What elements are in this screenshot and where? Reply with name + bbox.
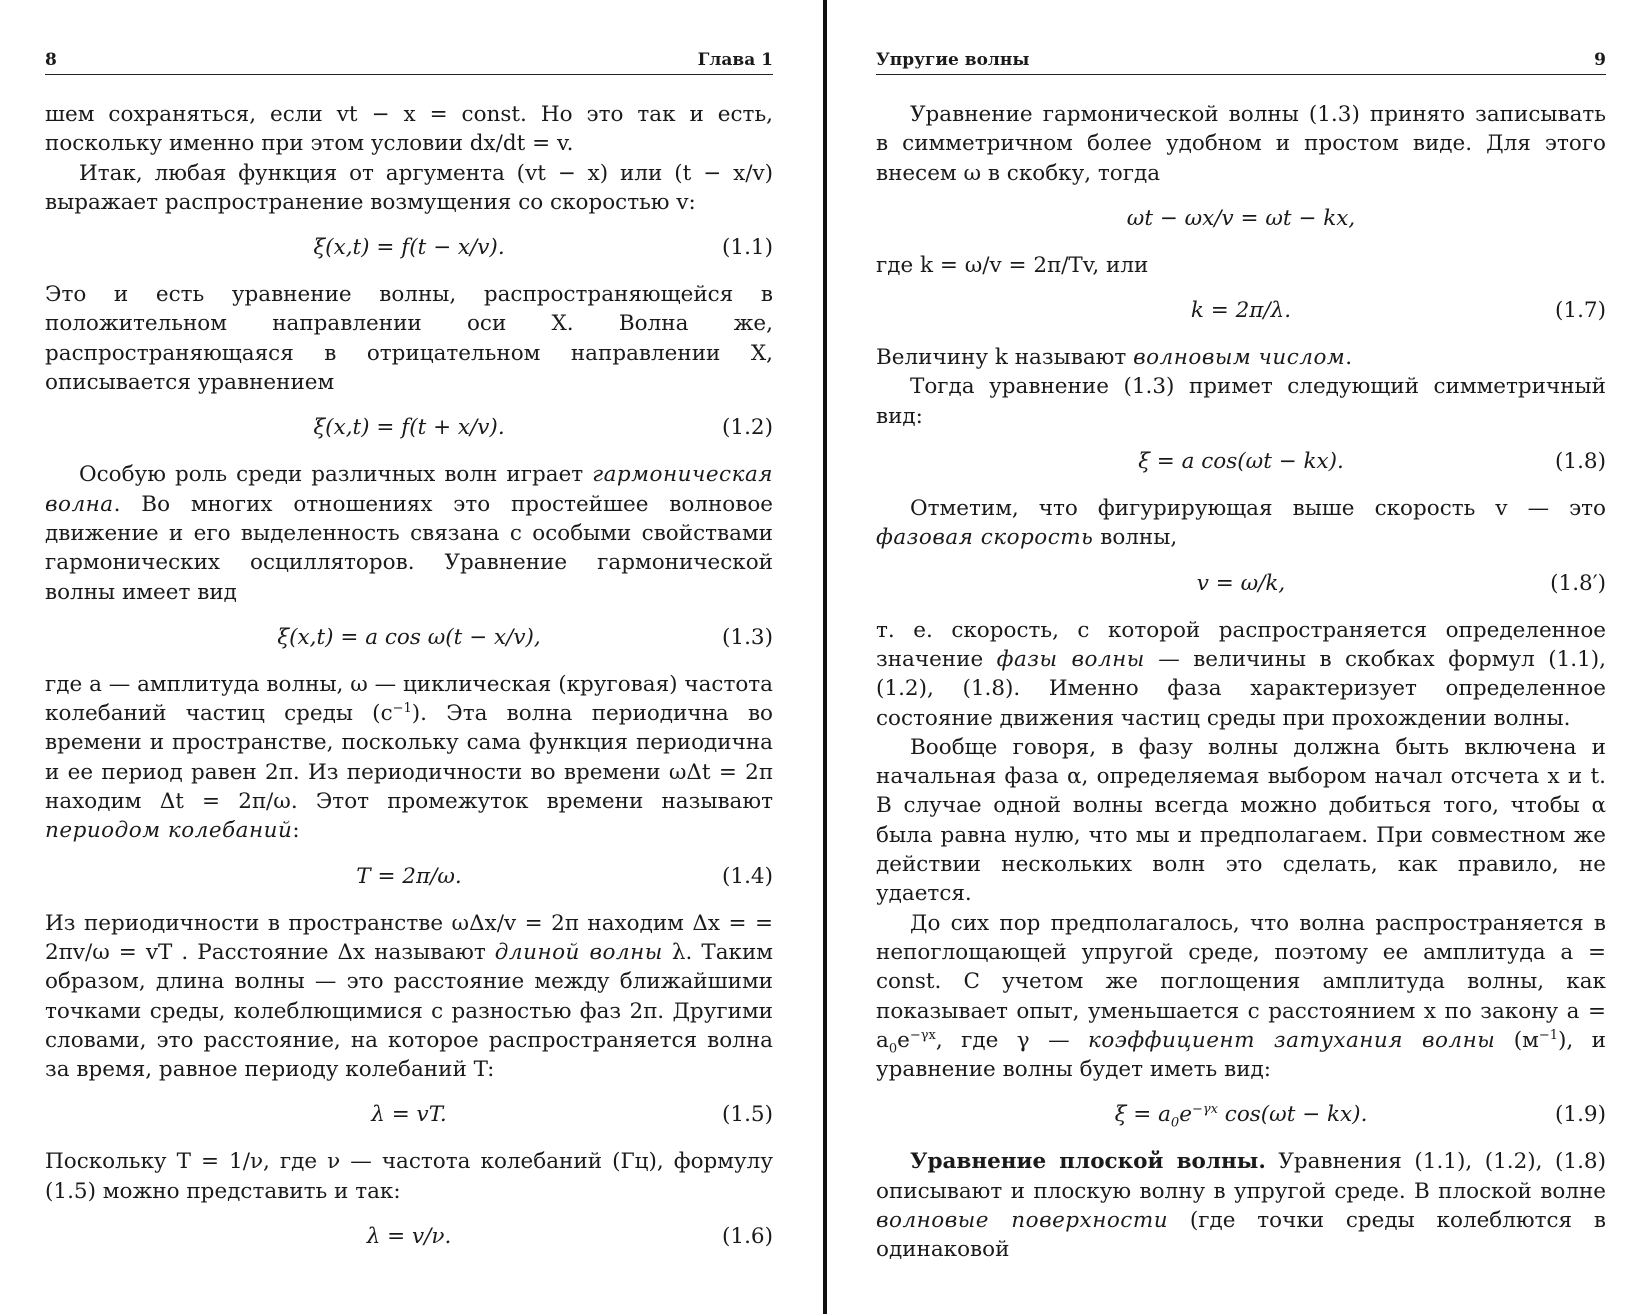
paragraph: Величину k называют волновым числом. xyxy=(876,345,1353,371)
equation-formula: $\xi = a_0e^{-\gamma x}$ cos(ωt − kx). xyxy=(1114,1102,1368,1131)
equation-number: (1.1) xyxy=(722,235,773,261)
paragraph: Уравнение гармонической волны (1.3) принято записывать в симметричном более удобном и простом виде. Для этого внесем ω в скобку, тогда xyxy=(876,102,1606,186)
right-page xyxy=(876,0,1606,1314)
equation-number: (1.3) xyxy=(722,624,773,650)
equation-formula: λ = vT. xyxy=(371,1102,447,1128)
paragraph: шем сохраняться, если vt − x = const. Но это так и есть, поскольку именно при этом условии dx/dt = v. xyxy=(45,102,773,157)
term: волновым числом xyxy=(1133,345,1346,371)
term: гармоническая волна xyxy=(45,462,773,517)
equation-number: (1.5) xyxy=(722,1102,773,1128)
equation xyxy=(45,861,773,892)
equation-formula: ξ(x,t) = f(t + x/v). xyxy=(313,415,505,441)
paragraph: Особую роль среди различных волн играет гармоническая волна. Во многих отношениях это простейшее волновое движение и его выделенность связана с особыми свойствами гармонических осцилляторов. Уравнение гармонической волны имеет вид xyxy=(45,462,773,605)
equation-formula: v = ω/k, xyxy=(1196,570,1286,596)
left-page-header xyxy=(45,48,773,75)
paragraph: Уравнение плоской волны. Уравнения (1.1), (1.2), (1.8) описывают и плоскую волну в упругой среде. В плоской волне волновые поверхности (где точки среды колеблются в одинаковой xyxy=(876,1149,1607,1263)
equation xyxy=(45,232,773,263)
equation xyxy=(45,1099,773,1130)
paragraph: Тогда уравнение (1.3) примет следующий симметричный вид: xyxy=(876,374,1606,429)
equation xyxy=(876,446,1606,477)
term: коэффициент затухания волны xyxy=(1088,1027,1496,1053)
right-page-header xyxy=(876,48,1606,75)
equation-number: (1.8) xyxy=(1555,449,1606,475)
term: длиной волны xyxy=(494,939,663,965)
paragraph: т. е. скорость, с которой распространяется определенное значение фазы волны — величины в скобках формул (1.1), (1.2), (1.8). Именно фаза характеризует определенное состояние движения частиц среды при прохождении волны. xyxy=(876,617,1607,731)
section-heading: Уравнение плоской волны. xyxy=(910,1149,1266,1175)
paragraph: Итак, любая функция от аргумента (vt − x) или (t − x/v) выражает распространение возмущения со скоростью v: xyxy=(45,160,773,215)
running-head: Глава 1 xyxy=(697,50,773,70)
equation-formula: T = 2π/ω. xyxy=(356,863,462,889)
paragraph: Вообще говоря, в фазу волны должна быть включена и начальная фаза α, определяемая выбором начал отсчета x и t. В случае одной волны всегда можно добиться того, чтобы α была равна нулю, что мы и предполагаем. При совместном же действии нескольких волн это сделать, как правило, не удается. xyxy=(876,734,1606,907)
paragraph: До сих пор предполагалось, что волна распространяется в непоглощающей упругой среде, поэтому ее амплитуда a = const. С учетом же поглощения амплитуда волны, как показывает опыт, уменьшается с расстоянием x по закону $a = a_0e^{-\gamma x}$, где γ — коэффициент затухания волны $(м^{-1})$, и уравнение волны будет иметь вид: xyxy=(876,910,1607,1083)
equation-formula: ξ(x,t) = f(t − x/v). xyxy=(313,235,505,261)
equation-formula: k = 2π/λ. xyxy=(1190,298,1292,324)
term: фазовая скорость xyxy=(876,525,1094,551)
equation xyxy=(876,295,1606,326)
equation-formula: λ = v/ν. xyxy=(366,1224,452,1250)
paragraph: Поскольку T = 1/ν, где ν — частота колебаний (Гц), формулу (1.5) можно представить и так: xyxy=(45,1149,773,1204)
left-page xyxy=(45,0,773,1314)
equation xyxy=(45,622,773,653)
equation-number: (1.7) xyxy=(1555,298,1606,324)
equation-formula: ξ = a cos(ωt − kx). xyxy=(1138,449,1344,475)
equation-formula: ξ(x,t) = a cos ω(t − x/v), xyxy=(277,624,541,650)
left-page-body xyxy=(45,100,773,1269)
equation-number: (1.6) xyxy=(722,1224,773,1250)
page-number: 8 xyxy=(45,50,57,70)
term: периодом колебаний xyxy=(45,818,293,844)
paragraph: где k = ω/v = 2π/Tv, или xyxy=(876,252,1149,278)
equation xyxy=(45,412,773,443)
book-spine xyxy=(823,0,827,1314)
equation-number: (1.9) xyxy=(1555,1102,1606,1128)
equation xyxy=(876,203,1606,234)
term: волновые поверхности xyxy=(876,1208,1169,1234)
paragraph: Отметим, что фигурирующая выше скорость v — это фазовая скорость волны, xyxy=(876,496,1606,551)
right-page-body xyxy=(876,100,1606,1265)
paragraph: Из периодичности в пространстве ωΔx/v = 2π находим Δx = = 2πv/ω = vT . Расстояние Δx называют длиной волны λ. Таким образом, длина волны — это расстояние между ближайшими точками среды, колеблющимися с разностью фаз 2π. Другими словами, это расстояние, на которое распространяется волна за время, равное периоду колебаний T: xyxy=(45,910,774,1083)
running-head: Упругие волны xyxy=(876,50,1030,70)
equation-number: (1.2) xyxy=(722,415,773,441)
page-number: 9 xyxy=(1594,50,1606,70)
term: фазы волны xyxy=(996,646,1145,672)
equation-number: (1.4) xyxy=(722,863,773,889)
paragraph: Это и есть уравнение волны, распространяющейся в положительном направлении оси X. Волна же, распространяющаяся в отрицательном направлении X, описывается уравнением xyxy=(45,282,773,396)
equation-formula: ωt − ωx/v = ωt − kx, xyxy=(1126,205,1356,231)
equation xyxy=(876,1099,1606,1130)
equation-number: (1.8′) xyxy=(1550,570,1606,596)
equation xyxy=(876,568,1606,599)
equation xyxy=(45,1221,773,1252)
paragraph: где a — амплитуда волны, ω — циклическая (круговая) частота колебаний частиц среды $(с^{-1})$. Эта волна периодична во времени и пространстве, поскольку сама функция периодична и ее период равен 2π. Из периодичности во времени ωΔt = 2π находим Δt = 2π/ω. Этот промежуток времени называют периодом колебаний: xyxy=(45,671,773,844)
